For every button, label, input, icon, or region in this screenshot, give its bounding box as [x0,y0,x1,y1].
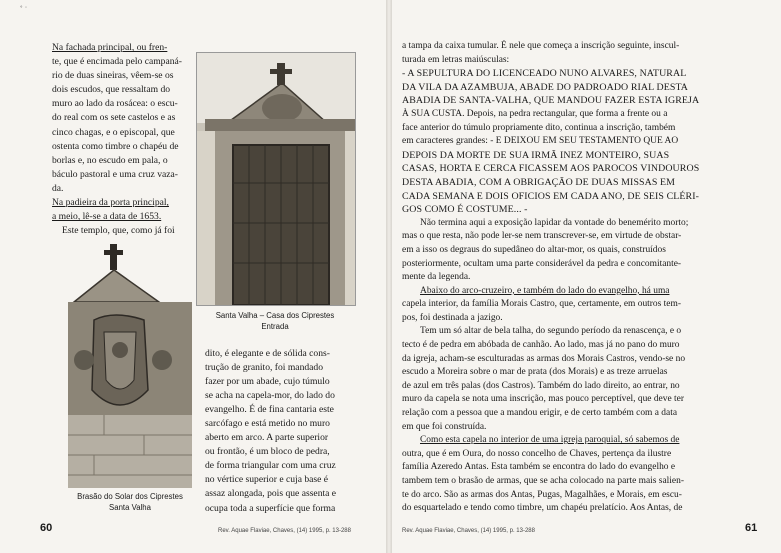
text-line: em a isso os degraus do supedâneo do altar-mor, os quais, construídos [402,244,666,255]
coat-of-arms-illustration [64,240,196,488]
page-number-left: 60 [40,522,53,534]
text-line: outra, que é em Oura, do nosso concelho de Chaves, pertença da ilustre [402,448,672,459]
text-line: família Azeredo Antas. Esta também se encontra do lado do evangelho e [402,462,676,473]
left-page [0,0,386,553]
right-footer: Rev. Aquae Flaviae, Chaves, (14) 1995, p. 13-288 [402,528,535,534]
text-line: dois escudos, que ressaltam do [52,84,171,96]
text-line: cinco chagas, e o episcopal, que [52,126,175,138]
caption-line: Santa Valha [109,503,151,512]
text-line: a tampa da caixa tumular. É nele que começa a inscrição seguinte, inscul- [402,41,680,51]
text-line: pos, foi destinada a jazigo. [402,312,503,323]
text-line [402,285,760,299]
text-line: em que foi construída. [402,421,487,432]
entrance-photo-caption [196,310,354,332]
left-footer: Rev. Aquae Flaviae, Chaves, (14) 1995, p. 13-288 [218,528,351,534]
text-line: ocupa toda a superfície que forma [205,502,336,514]
text-line: da igreja, acham-se esculturadas as armas dos Morais Castros, vendo-se no [402,353,686,364]
coat-of-arms-caption [60,491,200,513]
text-line [52,41,187,55]
text-line: báculo pastoral e uma cruz vaza- [52,168,178,180]
underlined-phrase: Na padieira da porta principal, [52,197,169,209]
text-line: se acha na capela-mor, do lado do [205,390,335,402]
text-line: tecto é de pedra em abóbada de canhão. Ao lado, mas já no pano do muro [402,340,680,351]
text-line: dito, é elegante e de sólida cons- [205,348,330,359]
caption-line: Santa Valha – Casa dos Ciprestes [215,311,335,320]
text-line: À SUA CUSTA. Depois, na pedra rectangular, que forma a frente ou a [402,108,668,119]
underlined-phrase: Abaixo do arco-cruzeiro, e também do lado do evangelho, há uma [420,285,670,296]
text-line: evangelho. É de fina cantaria este [205,404,334,416]
text-line: ou frontão, é um bloco de pedra, [205,446,330,458]
text-line: trução de granito, foi mandado [205,362,324,374]
text-line: relação com a pessoa que a mandou erigir, e de certo também com a data [402,408,678,419]
text-line: sarcófago e está metido no muro [205,418,330,430]
text-line [402,434,760,448]
text-line [52,210,187,224]
caption-line: Entrada [261,322,289,331]
corner-mark: ˚ ˙ [20,5,28,14]
text-line: em caracteres grandes: - E DEIXOU EM SEU TESTAMENTO QUE AO [402,136,679,147]
text-line: ABADIA DE SANTA-VALHA, QUE MANDOU FAZER ESTA IGREJA [402,95,700,107]
page-number-right: 61 [745,522,758,534]
text-line: fazer por um abade, cujo túmulo [205,376,330,388]
text-line: turada em letras maiúsculas: [402,54,510,65]
text-line: rio de duas sineiras, vêem-se os [52,70,174,82]
text-line: do esquartelado e tendo como timbre, um chapéu prelatício. Aos Antas, de [402,503,683,514]
text-line: Não termina aqui a exposição lapidar da vontade do benemérito morto; [420,217,689,228]
left-text-column [52,41,187,238]
text-line: DEPOIS DA MORTE DE SUA IRMÃ INEZ MONTEIRO, SUAS [402,149,670,161]
coat-of-arms-photo [64,240,196,488]
text-line: CASAS, HORTA E CERCA FICASSEM AOS PAROCOS VINDOUROS [402,163,700,175]
text-line: escudo a Moreira sobre o mar de prata (dos Morais) e as treze arruelas [402,367,668,378]
text-line: ostenta como timbre o chapéu de [52,140,179,152]
text-line: capela interior, da família Morais Castro, que, certamente, em outros tem- [402,299,681,310]
text-line: assaz alongada, pois que assenta e [205,488,337,500]
right-text-column [402,40,760,516]
text-line: de forma triangular com uma cruz [205,460,336,472]
text-line: borlas e, no escudo em pala, o [52,154,168,166]
text-line: te do arco. São as armas dos Antas, Pugas, Magalhães, e Morais, em escu- [402,489,682,500]
caption-line: Brasão do Solar dos Ciprestes [77,492,183,501]
text-line: GOS COMO É COSTUME... - [402,204,528,216]
left-lower-text-column [205,347,363,516]
text-line: no vértice superior e cuja base é [205,474,329,486]
text-line: te, que é encimada pelo campaná- [52,56,182,68]
text-line: - A SEPULTURA DO LICENCEADO NUNO ALVARES, NATURAL [402,68,687,80]
text-line: mas o que resta, não pode ler-se nem transcrever-se, em virtude de obstar- [402,231,682,242]
text-line: Tem um só altar de bela talha, do segundo período da renascença, e o [420,326,682,337]
text-line: do real com os sete castelos e as [52,112,176,124]
underlined-phrase: a meio, lê-se a data de 1653. [52,211,162,223]
text-line: muro da capela se nota uma inscrição, mas pouco perceptível, que deve ter [402,394,684,405]
text-line: aberto em arco. A parte superior [205,432,329,444]
text-line: posteriormente, ocultam uma parte considerável da pedra e concomitante- [402,258,682,269]
entrance-illustration [197,53,355,305]
text-line: mente da legenda. [402,272,471,283]
text-line: muro ao lado da rosácea: o escu- [52,98,178,110]
text-line [52,196,187,210]
text-line: da. [52,182,64,194]
text-line: Este templo, que, como já foi [62,225,175,237]
underlined-phrase: Na fachada principal, ou fren- [52,42,168,53]
underlined-phrase: Como esta capela no interior de uma igreja paroquial, só sabemos de [420,435,680,446]
text-line: face anterior do túmulo propriamente dito, continua a inscrição, também [402,122,676,133]
text-line: DA VILA DA AZAMBUJA, ABADE DO PADROADO RIAL DESTA [402,81,689,93]
text-line: CADA SEMANA E DOIS OFICIOS EM CADA ANO, DE SEIS CLÉRI- [402,190,700,202]
text-line: de azul em três palas (dos Castros). Também do lado direito, ao entrar, no [402,380,680,391]
entrance-photo [196,52,356,306]
text-line: tambem tem o brasão de armas, que se acha colocado na parte mais salien- [402,476,684,486]
text-line: DESTA ABADIA, COM A OBRIGAÇÃO DE DUAS MISSAS EM [402,176,676,188]
